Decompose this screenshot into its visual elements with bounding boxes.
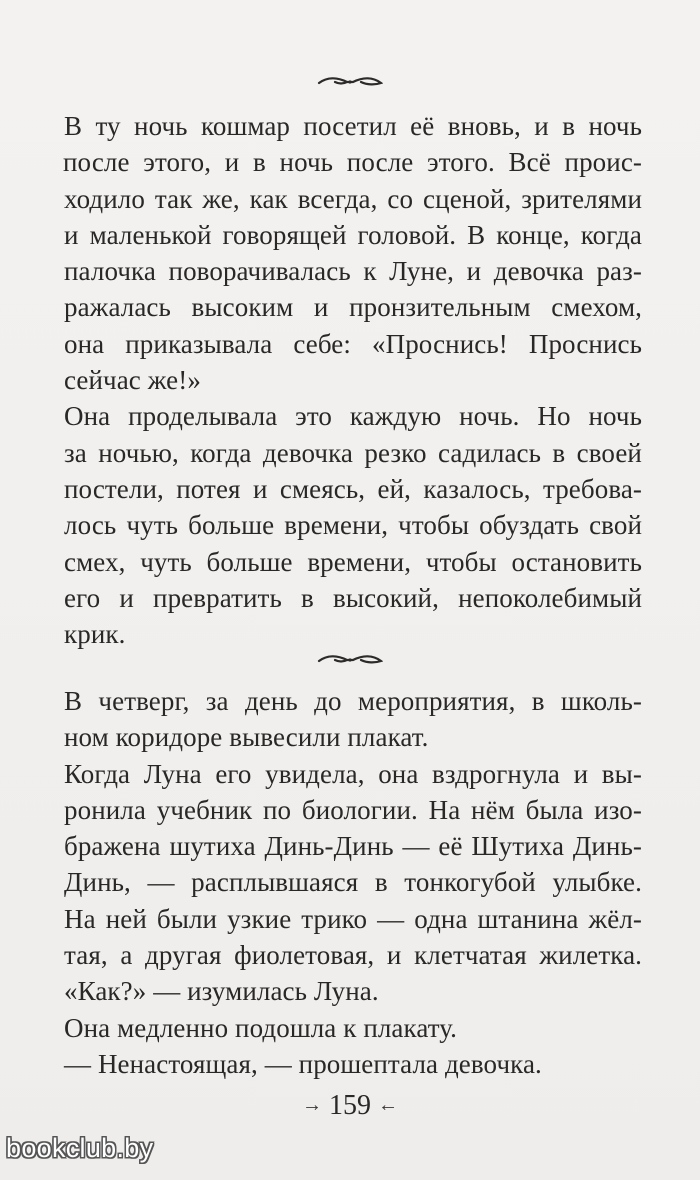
ornament-divider-middle — [0, 650, 700, 670]
text-line: — Ненастоящая, — прошептала девочка. — [64, 1048, 542, 1079]
watermark: bookclub.by — [6, 1133, 154, 1163]
text-line: «Как?» — изумилась Луна. — [64, 976, 379, 1007]
text-line: Она проделывала это каждую ночь. Но ночь — [64, 401, 642, 432]
text-line: тая, а другая фиолетовая, и клетчатая жилетка. — [64, 940, 642, 971]
text-line: сейчас же!» — [64, 365, 201, 396]
text-line: она приказывала себе: «Проснись! Проснись — [64, 328, 642, 359]
text-line: На ней были узкие трико — одна штанина жёл- — [64, 903, 642, 934]
left-arrow-icon: ← — [378, 1094, 398, 1116]
text-line: Динь, — расплывшаяся в тонкогубой улыбке. — [64, 867, 642, 898]
text-line: бражена шутиха Динь-Динь — её Шутиха Динь- — [64, 831, 642, 862]
text-line: ном коридоре вывесили плакат. — [64, 722, 429, 753]
text-line: В четверг, за день до мероприятия, в школь- — [64, 686, 642, 716]
text-line: после этого, и в ночь после этого. Всё проис- — [63, 147, 642, 178]
text-line: В ту ночь кошмар посетил её вновь, и в ночь — [64, 111, 642, 141]
ornament-divider-top — [0, 72, 700, 92]
text-line: его и превратить в высокий, непоколебимый — [64, 582, 642, 613]
text-line: палочка поворачивалась к Луне, и девочка раз- — [64, 256, 642, 287]
text-line: Когда Луна его увидела, она вздрогнула и вы- — [64, 758, 642, 789]
right-arrow-icon: → — [302, 1094, 322, 1116]
text-line: ражалась высоким и пронзительным смехом, — [64, 292, 642, 323]
text-line: постели, потея и смеясь, ей, казалось, требова- — [64, 473, 642, 504]
page-number-value: 159 — [329, 1090, 371, 1121]
text-line: ходило так же, как всегда, со сценой, зрителями — [64, 183, 642, 214]
text-line: за ночью, когда девочка резко садилась в своей — [64, 437, 642, 468]
ornament-icon — [317, 75, 383, 89]
text-line: и маленькой говорящей головой. В конце, когда — [64, 219, 642, 250]
text-section-2 — [64, 683, 642, 1082]
page-number — [0, 1087, 700, 1124]
text-line: смех, чуть больше времени, чтобы остановить — [64, 546, 642, 577]
ornament-icon — [317, 653, 383, 667]
text-line: ронила учебник по биологии. На нём была изо- — [64, 794, 642, 825]
text-line: лось чуть больше времени, чтобы обуздать свой — [64, 510, 642, 541]
text-line: крик. — [64, 619, 126, 650]
text-section-1 — [64, 108, 642, 652]
text-line: Она медленно подошла к плакату. — [64, 1012, 458, 1043]
